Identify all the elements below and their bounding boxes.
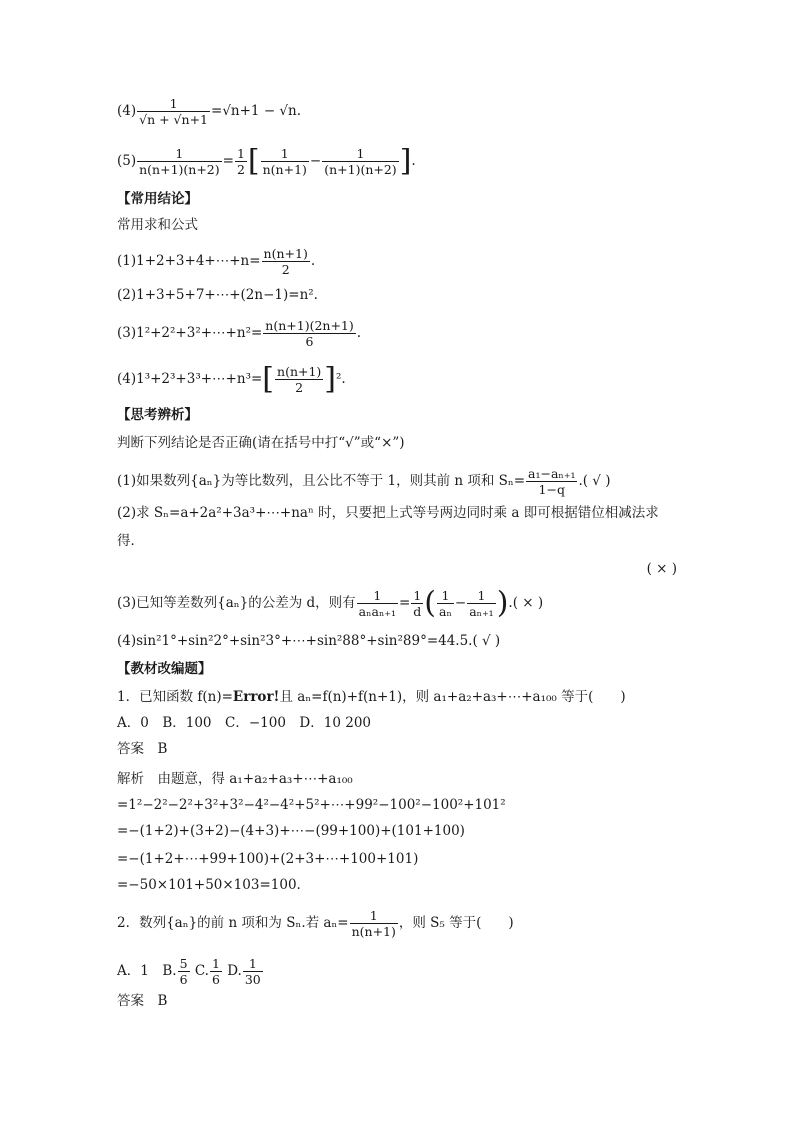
numerator: 5 — [179, 956, 188, 971]
question-text: ，则 S₅ 等于( ) — [398, 915, 514, 931]
fraction — [235, 146, 247, 177]
numerator: 1 — [441, 588, 450, 603]
fraction — [178, 956, 190, 987]
question-text: (1)如果数列{aₙ}为等比数列，且公比不等于 1，则其前 n 项和 Sₙ= — [117, 473, 526, 489]
question-text: 2．数列{aₙ}的前 n 项和为 Sₙ.若 aₙ= — [117, 915, 349, 931]
sum-formula-4 — [117, 361, 346, 397]
equals-sign: = — [222, 153, 234, 169]
numerator: 1 — [248, 956, 257, 971]
numerator: 1 — [369, 908, 378, 923]
fraction — [137, 146, 222, 177]
left-bracket: [ — [247, 143, 260, 179]
denominator: 2 — [275, 379, 323, 395]
problem-2-answer: 答案 B — [117, 993, 168, 1009]
heading-think-analysis: 【思考辨析】 — [117, 407, 198, 423]
question-text: 且 aₙ=f(n)+f(n+1)，则 a₁+a₂+a₃+⋯+a₁₀₀ 等于( ) — [279, 689, 626, 705]
denominator: 6 — [263, 333, 355, 349]
fraction — [275, 364, 323, 395]
problem-1-options: A．0 B．100 C．−100 D．10 200 — [117, 715, 371, 731]
sum-formula-3 — [117, 318, 361, 349]
fraction — [526, 466, 577, 497]
numerator: n(n+1) — [263, 246, 308, 261]
question-text: 1．已知函数 f(n)= — [117, 689, 233, 705]
numerator: a₁−aₙ₊₁ — [528, 466, 576, 481]
formula-label: (5) — [117, 153, 137, 169]
fraction — [357, 588, 398, 619]
left-bracket: [ — [262, 361, 275, 397]
think-q2-line2: 得． — [117, 533, 144, 549]
option-text: D. — [227, 963, 242, 979]
heading-textbook-adapted: 【教材改编题】 — [117, 661, 212, 677]
exponent: ². — [336, 371, 346, 387]
think-intro: 判断下列结论是否正确(请在括号中打“√”或“×”) — [117, 435, 405, 451]
problem-1-analysis: 解析 由题意，得 a₁+a₂+a₃+⋯+a₁₀₀ — [117, 771, 353, 787]
fraction — [210, 956, 222, 987]
fraction — [261, 146, 309, 177]
problem-1-step-3: =−(1+2+⋯+99+100)+(2+3+⋯+100+101) — [117, 851, 419, 867]
think-q3 — [117, 585, 544, 621]
right-bracket: ] — [399, 143, 412, 179]
denominator: 30 — [244, 972, 261, 987]
denominator: 2 — [236, 162, 245, 177]
problem-1-answer: 答案 B — [117, 741, 168, 757]
denominator: 6 — [211, 972, 220, 987]
formula-lhs: (1)1+2+3+4+⋯+n= — [117, 253, 261, 269]
question-text: (3)已知等差数列{aₙ}的公差为 d，则有 — [117, 595, 356, 611]
think-q1 — [117, 466, 610, 497]
denominator: n(n+1) — [351, 924, 396, 939]
period: . — [411, 153, 416, 169]
formula-lhs: (4)1³+2³+3³+⋯+n³= — [117, 371, 263, 387]
fraction — [263, 318, 355, 349]
numerator: 1 — [169, 96, 178, 111]
think-q2-mark: ( × ) — [646, 561, 677, 577]
numerator: 1 — [477, 588, 486, 603]
answer-mark: .( √ ) — [578, 473, 611, 489]
heading-common-conclusions: 【常用结论】 — [117, 191, 198, 207]
problem-2-options — [117, 956, 264, 987]
numerator: 1 — [211, 956, 220, 971]
denominator: n(n+1)(n+2) — [139, 162, 220, 177]
option-text: C. — [194, 963, 209, 979]
denominator: n(n+1) — [262, 162, 307, 177]
think-q2-line1: (2)求 Sₙ=a+2a²+3a³+⋯+naⁿ 时，只要把上式等号两边同时乘 a 即可根据错位相减法求 — [117, 505, 659, 521]
period: . — [356, 325, 362, 341]
sum-formula-2: (2)1+3+5+7+⋯+(2n−1)=n². — [117, 287, 318, 303]
minus-sign: − — [454, 595, 467, 611]
fraction — [437, 588, 454, 619]
formula-5 — [117, 143, 416, 179]
equals-sign: = — [398, 595, 411, 611]
numerator: 1 — [356, 146, 365, 161]
left-paren: ( — [424, 585, 437, 621]
sum-formula-1 — [117, 246, 315, 277]
think-q4: (4)sin²1°+sin²2°+sin²3°+⋯+sin²88°+sin²89°=44.5.( √ ) — [117, 633, 501, 649]
numerator: 1 — [280, 146, 289, 161]
fraction — [350, 908, 398, 939]
answer-mark: .( × ) — [508, 595, 544, 611]
option-text: A．1 B. — [117, 963, 177, 979]
formula-lhs: (3)1²+2²+3²+⋯+n²= — [117, 325, 263, 341]
denominator: aₙ₊₁ — [469, 604, 494, 619]
subheading-sum-formulas: 常用求和公式 — [117, 217, 198, 233]
numerator: n(n+1)(2n+1) — [265, 318, 354, 333]
fraction — [137, 96, 210, 127]
problem-1-step-2: =−(1+2)+(3+2)−(4+3)+⋯−(99+100)+(101+100) — [117, 823, 465, 839]
right-bracket: ] — [324, 361, 337, 397]
formula-4 — [117, 96, 301, 127]
fraction — [467, 588, 495, 619]
denominator: 6 — [179, 972, 188, 987]
denominator: 1−q — [526, 481, 577, 497]
fraction — [243, 956, 263, 987]
error-text: Error! — [232, 689, 280, 705]
right-paren: ) — [496, 585, 509, 621]
problem-2-stem — [117, 908, 514, 939]
fraction — [322, 146, 398, 177]
denominator: √n + √n+1 — [139, 112, 209, 127]
denominator: aₙ — [439, 604, 452, 619]
formula-label: (4) — [117, 103, 137, 119]
numerator: 1 — [175, 146, 184, 161]
fraction — [262, 246, 310, 277]
minus-sign: − — [309, 153, 322, 169]
denominator: aₙaₙ₊₁ — [358, 604, 396, 619]
problem-1-step-4: =−50×101+50×103=100. — [117, 877, 301, 893]
numerator: n(n+1) — [277, 364, 322, 379]
formula-rhs: =√n+1 − √n. — [211, 103, 302, 119]
denominator: 2 — [262, 261, 310, 277]
numerator: 1 — [373, 588, 382, 603]
denominator: d — [413, 604, 422, 619]
denominator: (n+1)(n+2) — [324, 162, 397, 177]
numerator: 1 — [236, 146, 245, 161]
numerator: 1 — [413, 588, 422, 603]
fraction — [411, 588, 423, 619]
period: . — [310, 253, 316, 269]
problem-1-step-1: =1²−2²−2²+3²+3²−4²−4²+5²+⋯+99²−100²−100²+101² — [117, 797, 506, 813]
problem-1-stem — [117, 688, 626, 706]
